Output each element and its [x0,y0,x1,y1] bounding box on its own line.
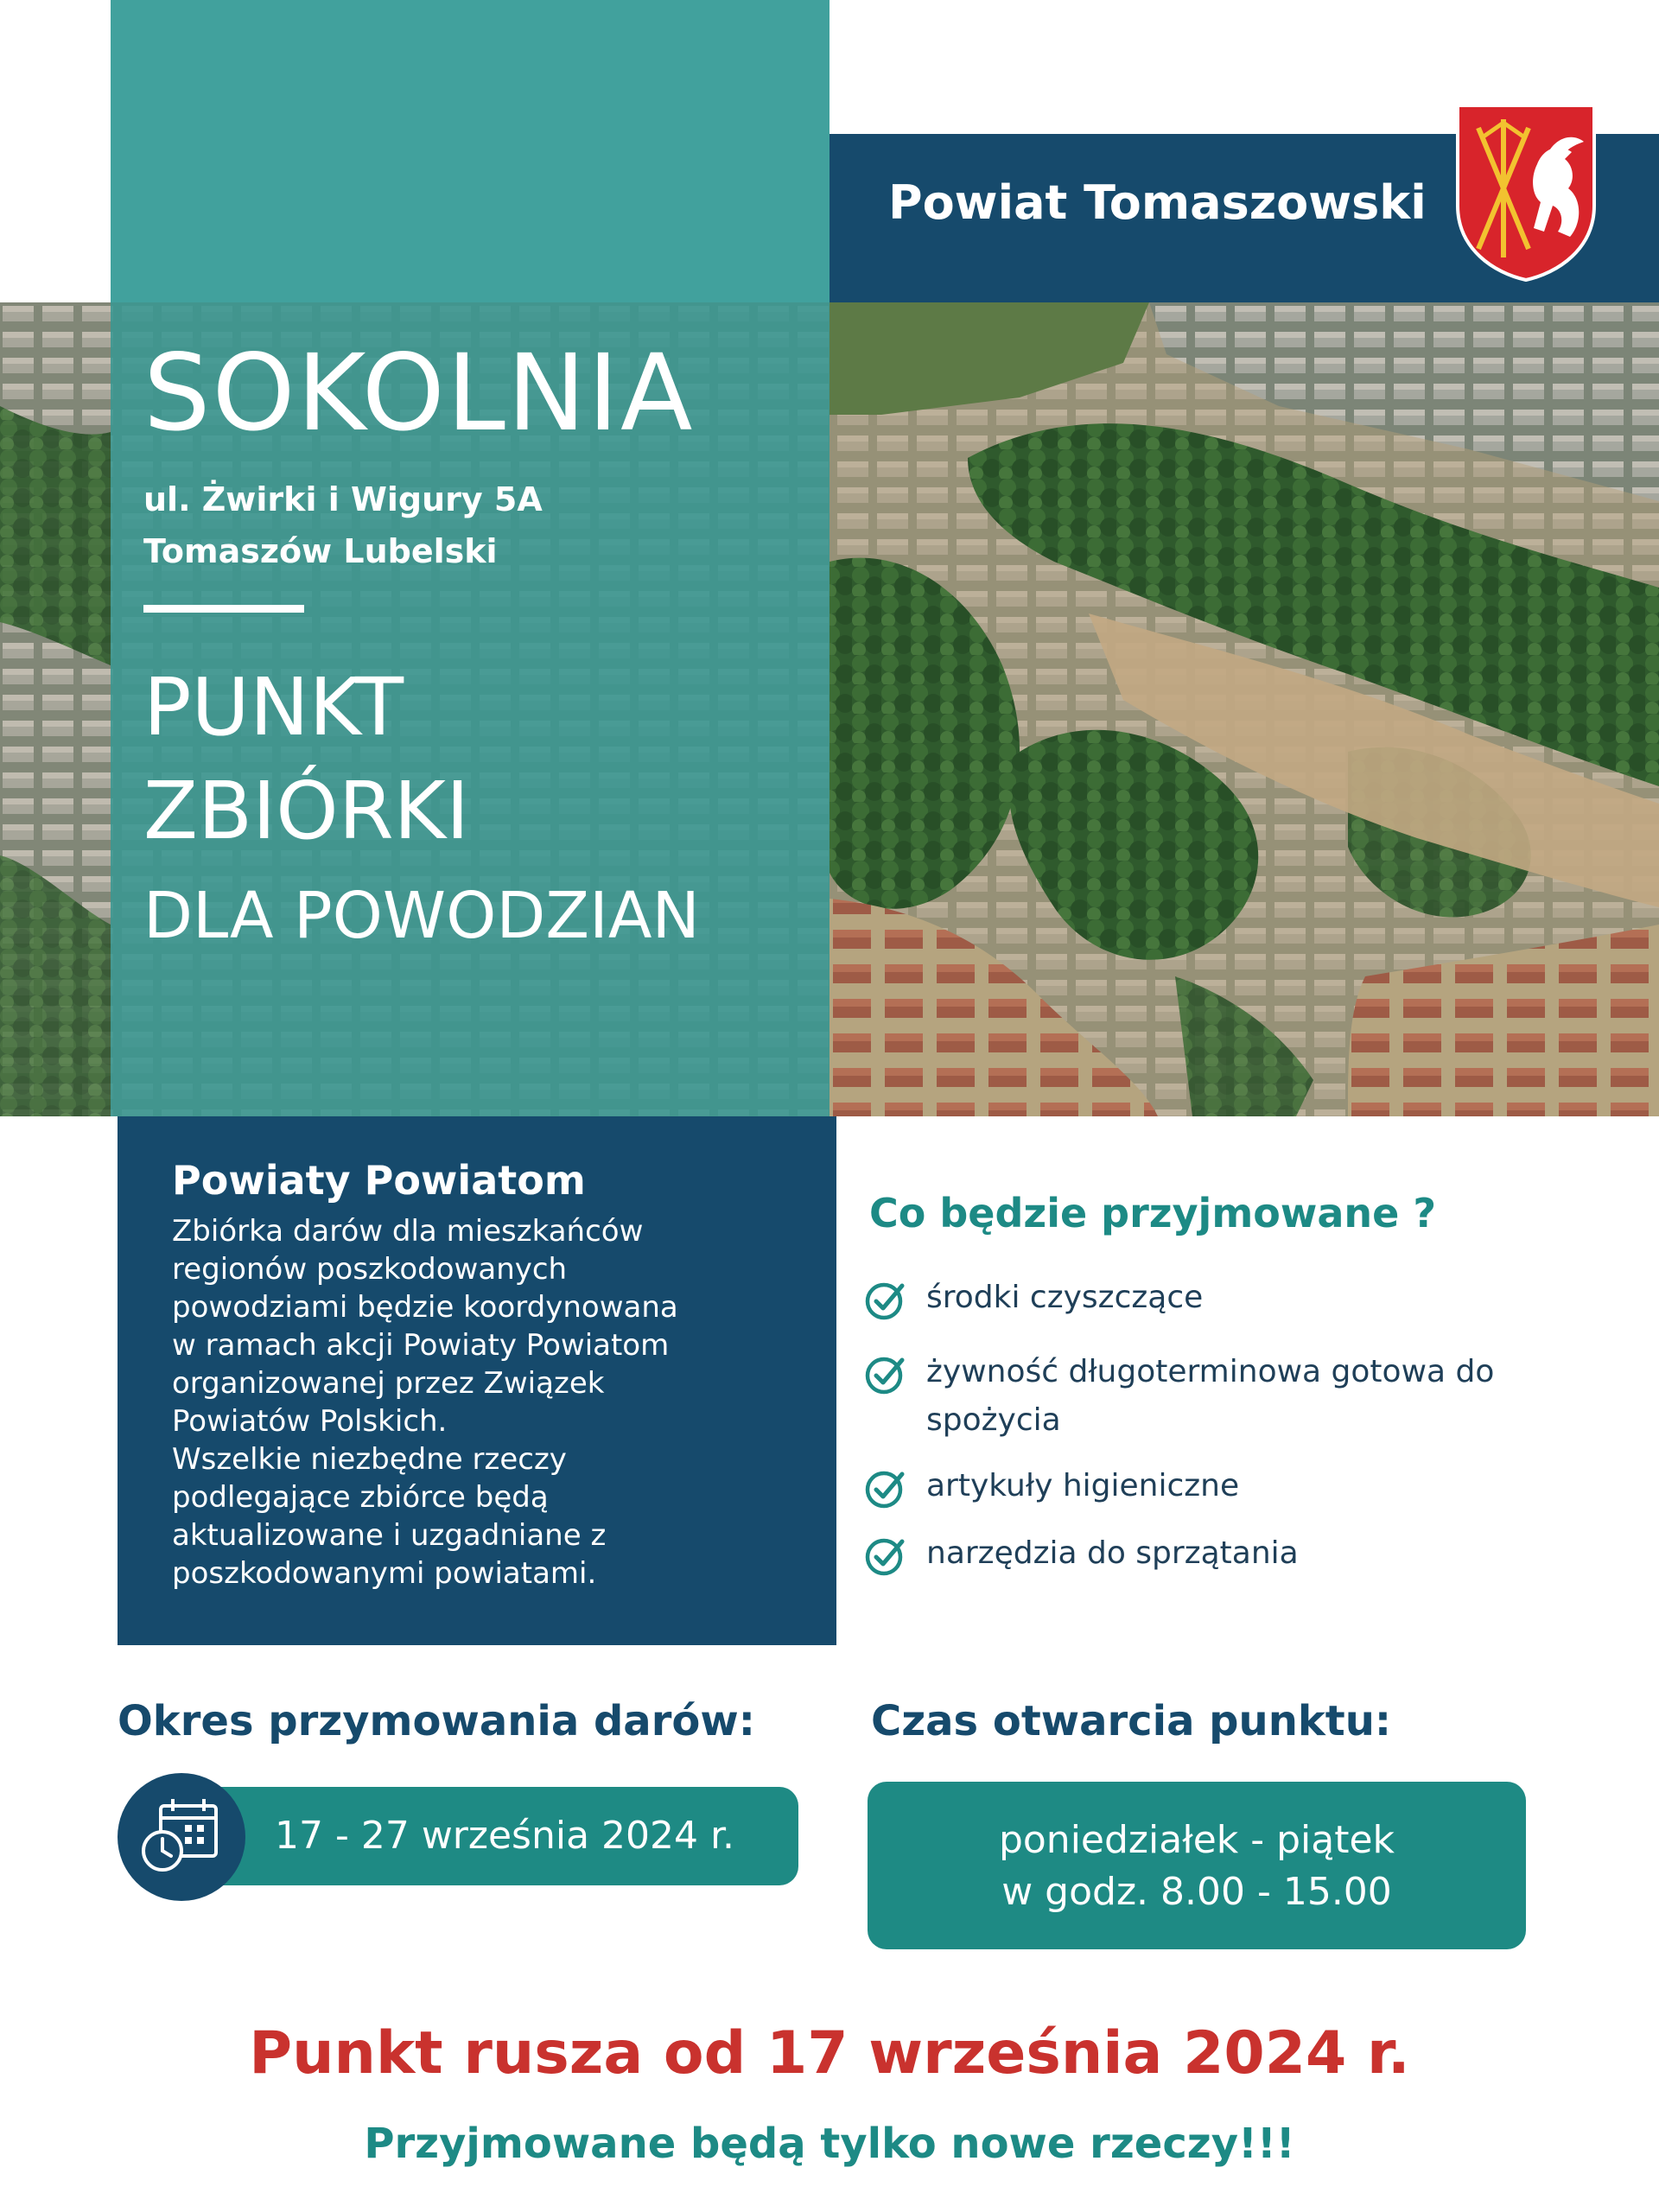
check-circle-icon [864,1279,907,1322]
header-title: Powiat Tomaszowski [888,175,1427,230]
address-city: Tomaszów Lubelski [143,532,498,570]
calendar-clock-icon [138,1794,225,1880]
info-title: Powiaty Powiatom [172,1157,586,1204]
info-text-line: Zbiórka darów dla mieszkańców [172,1214,644,1249]
info-text-line: poszkodowanymi powiatami. [172,1556,597,1591]
hero-heading-line2: ZBIÓRKI [143,765,470,857]
accepted-item-label: środki czyszczące [926,1280,1204,1315]
accepted-item-label-continued: spożycia [926,1402,1061,1438]
period-title: Okres przymowania darów: [118,1697,755,1745]
address-street: ul. Żwirki i Wigury 5A [143,480,543,518]
hours-time: w godz. 8.00 - 15.00 [1001,1870,1392,1914]
hours-days: poniedziałek - piątek [998,1818,1395,1862]
footer-note: Przyjmowane będą tylko nowe rzeczy!!! [364,2120,1295,2168]
info-text-line: podlegające zbiórce będą [172,1480,549,1515]
hero-title: SOKOLNIA [143,332,695,454]
accepted-item-label: artykuły higieniczne [926,1468,1240,1503]
check-circle-icon [864,1535,907,1578]
info-text-line: regionów poszkodowanych [172,1252,568,1287]
accepted-title: Co będzie przyjmowane ? [869,1190,1437,1236]
coat-of-arms-icon [1454,102,1598,283]
check-circle-icon [864,1467,907,1510]
check-circle-icon [864,1353,907,1396]
hero-heading-line3: DLA POWODZIAN [143,879,700,953]
footer-start-date: Punkt rusza od 17 września 2024 r. [249,2019,1410,2088]
info-text-line: Powiatów Polskich. [172,1404,448,1439]
accepted-item-label: narzędzia do sprzątania [926,1535,1299,1571]
hero-heading-line1: PUNKT [143,661,404,753]
accepted-item-label: żywność długoterminowa gotowa do [926,1354,1495,1389]
info-text-line: powodziami będzie koordynowana [172,1290,678,1325]
info-text-line: w ramach akcji Powiaty Powiatom [172,1328,670,1363]
info-text [172,1212,803,1592]
info-text-line: Wszelkie niezbędne rzeczy [172,1442,567,1477]
period-value: 17 - 27 września 2024 r. [275,1814,735,1858]
teal-header-panel [111,0,830,302]
hours-title: Czas otwarcia punktu: [871,1697,1392,1745]
info-text-line: aktualizowane i uzgadniane z [172,1518,607,1553]
info-text-line: organizowanej przez Związek [172,1366,605,1401]
title-divider [143,605,304,613]
